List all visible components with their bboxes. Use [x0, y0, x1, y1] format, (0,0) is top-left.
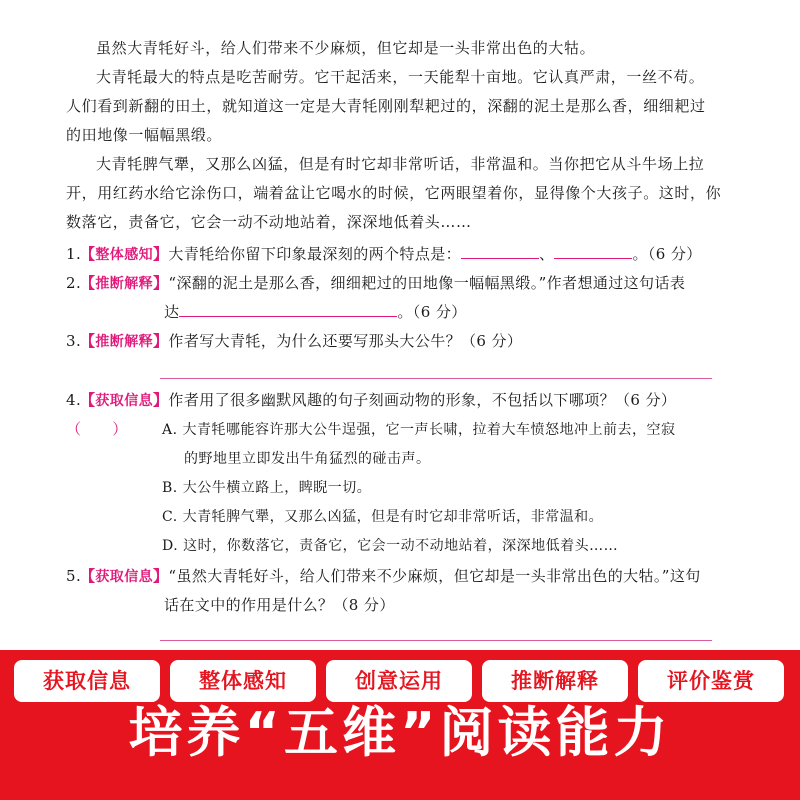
pill-infer: 推断解释 — [482, 660, 628, 702]
question-text: 作者用了很多幽默风趣的句子刻画动物的形象，不包括以下哪项？（6 分） — [168, 391, 677, 409]
passage-line-6: 开，用红药水给它涂伤口，端着盆让它喝水的时候，它两眼望着你，显得像个大孩子。这时，你 — [66, 184, 722, 202]
question-number: 2. — [66, 274, 82, 292]
pill-get-info: 获取信息 — [14, 660, 160, 702]
question-text: “深翻的泥土是那么香，细细耙过的田地像一幅幅黑缎。”作者想通过这句话表 — [168, 274, 686, 292]
passage-line-4: 的田地像一幅幅黑缎。 — [66, 126, 223, 144]
skill-tag: 【获取信息】 — [80, 391, 169, 409]
skill-tag: 【获取信息】 — [80, 567, 169, 585]
answer-paren[interactable]: （ ） — [66, 420, 128, 438]
skill-tag: 【推断解释】 — [80, 332, 169, 350]
answer-blank-2[interactable] — [554, 242, 632, 259]
question-1 — [66, 240, 726, 269]
option-a-cont: 的野地里立即发出牛角猛烈的碰击声。 — [184, 451, 431, 467]
answer-line-q5[interactable] — [160, 640, 712, 641]
points: 。（6 分） — [397, 303, 467, 321]
passage-line-3: 人们看到新翻的田土，就知道这一定是大青牦刚刚犁耙过的，深翻的泥土是那么香，细细耙过 — [66, 97, 706, 115]
option-b: B. 大公牛横立路上，睥睨一切。 — [162, 480, 372, 496]
question-5-line-2: 话在文中的作用是什么？（8 分） — [164, 596, 395, 614]
question-text: 作者写大青牦，为什么还要写那头大公牛？（6 分） — [168, 332, 523, 350]
question-number: 3. — [66, 332, 82, 350]
question-5 — [66, 562, 726, 591]
question-text-cont: 达 — [164, 303, 180, 321]
question-number: 1. — [66, 245, 82, 263]
option-c: C. 大青牦脾气犟，又那么凶猛，但是有时它却非常听话，非常温和。 — [162, 509, 604, 525]
option-d: D. 这时，你数落它，责备它，它会一动不动地站着，深深地低着头…… — [162, 538, 619, 554]
pill-creative: 创意运用 — [326, 660, 472, 702]
question-number: 4. — [66, 391, 82, 409]
question-2 — [66, 269, 726, 298]
passage-line-2: 大青牦最大的特点是吃苦耐劳。它干起活来，一天能犁十亩地。它认真严肃，一丝不苟。 — [96, 68, 705, 86]
skill-tag: 【推断解释】 — [80, 274, 169, 292]
answer-line-q3[interactable] — [160, 378, 712, 379]
separator: 、 — [539, 245, 555, 263]
passage-line-5: 大青牦脾气犟，又那么凶猛，但是有时它却非常听话，非常温和。当你把它从斗牛场上拉 — [96, 155, 705, 173]
answer-blank-1[interactable] — [461, 242, 539, 259]
passage-line-7: 数落它，责备它，它会一动不动地站着，深深地低着头…… — [66, 213, 472, 231]
points: 。（6 分） — [632, 245, 702, 263]
question-2-line-2 — [164, 298, 724, 326]
question-number: 5. — [66, 567, 82, 585]
slogan: 培养“五维”阅读能力 — [128, 701, 672, 764]
question-3 — [66, 327, 726, 356]
question-text: “虽然大青牦好斗，给人们带来不少麻烦，但它却是一头非常出色的大牯。”这句 — [168, 567, 701, 585]
pill-overall: 整体感知 — [170, 660, 316, 702]
skill-tag: 【整体感知】 — [80, 245, 169, 263]
question-text: 大青牦给你留下印象最深刻的两个特点是： — [168, 245, 462, 263]
answer-blank[interactable] — [179, 300, 397, 317]
passage-line-1: 虽然大青牦好斗，给人们带来不少麻烦，但它却是一头非常出色的大牯。 — [96, 39, 596, 57]
option-a: A. 大青牦哪能容许那大公牛逞强，它一声长啸，拉着大车愤怒地冲上前去，空寂 — [162, 422, 676, 438]
pill-evaluate: 评价鉴赏 — [638, 660, 784, 702]
